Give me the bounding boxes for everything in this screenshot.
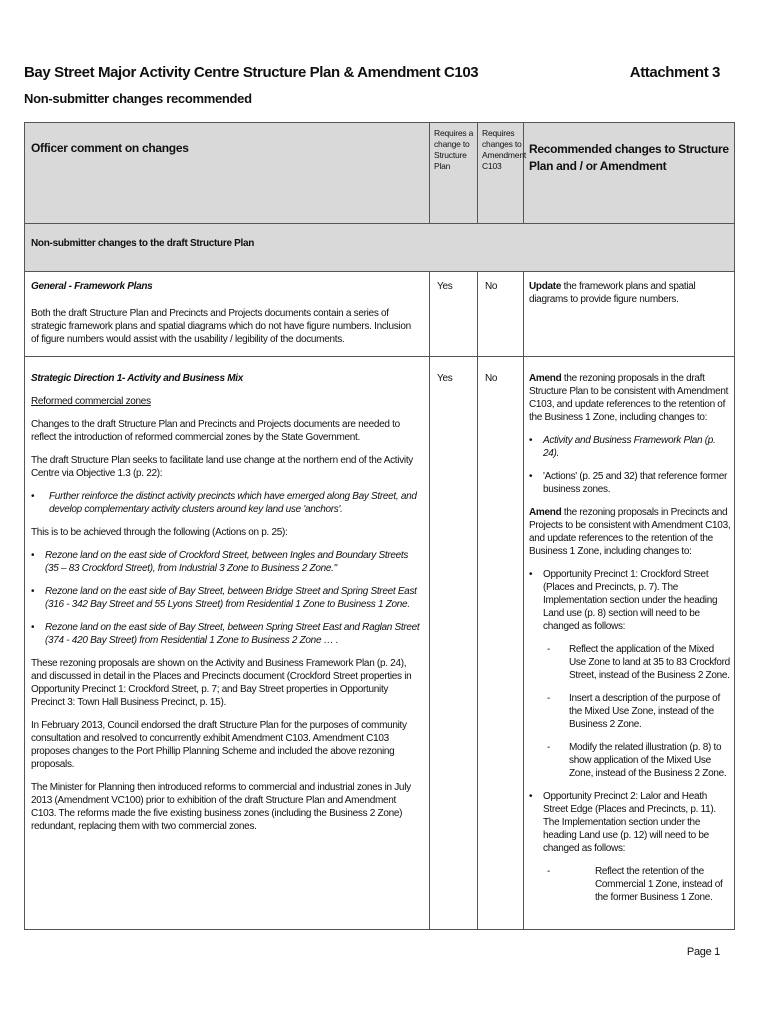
column-divider [477, 271, 478, 929]
recommendation-subitem: - Insert a description of the purpose of the Mixed Use Zone, instead of the Business 2 Zone. [529, 692, 731, 731]
recommendation-text: the framework plans and spatial diagrams to provide figure numbers. [529, 281, 696, 305]
divider [25, 223, 734, 224]
action-bullet: • Rezone land on the east side of Crockford Street, between Ingles and Boundary Streets (35 – 83 Crockford Street), from Industrial 3 Zone to Business 2 Zone." [31, 549, 423, 575]
row-heading: General - Framework Plans [31, 281, 153, 292]
recommendation-bullet: • Activity and Business Framework Plan (p. 24). [529, 434, 731, 460]
requires-plan-value: Yes [437, 281, 453, 292]
requires-amendment-value: No [485, 373, 498, 384]
action-bullet: • Rezone land on the east side of Bay Street, between Spring Street East and Raglan Street (374 - 420 Bay Street) from Residential 1 Zone to Business 2 Zone … . [31, 621, 423, 647]
recommendation-subitem: - Reflect the application of the Mixed Use Zone to land at 35 to 83 Crockford Street, instead of the Business 2 Zone. [529, 643, 731, 682]
column-header-requires-amendment-change: Requires changes to Amendment C103 [482, 128, 527, 171]
column-divider [477, 123, 478, 223]
row-paragraph: This is to be achieved through the following (Actions on p. 25): [31, 527, 288, 538]
row-recommendation [529, 280, 731, 306]
column-divider [429, 123, 430, 223]
recommendation-text: the rezoning proposals in Precincts and Projects to be consistent with Amendment C103, and update references to the retention of the Business 1 Zone, including changes to: [529, 507, 731, 557]
divider [25, 271, 734, 272]
recommendation-verb: Update [529, 281, 562, 292]
column-divider [523, 271, 524, 929]
requires-amendment-value: No [485, 281, 498, 292]
row-paragraph: Both the draft Structure Plan and Precincts and Projects documents contain a series of strategic framework plans and spatial diagrams which do not have figure numbers. Inclusion of figure numbers would assist with the usability / legibility of the documents. [31, 308, 411, 345]
recommendation-verb: Amend [529, 373, 562, 384]
recommendation-bullet: • Opportunity Precinct 2: Lalor and Heath Street Edge (Places and Precincts, p. 11). The Implementation section under the heading Land use (p. 12) will need to be changed as follows: [529, 790, 731, 855]
document-title: Bay Street Major Activity Centre Structure Plan & Amendment C103 [24, 64, 479, 81]
column-divider [429, 271, 430, 929]
row-heading: Strategic Direction 1- Activity and Business Mix [31, 373, 243, 384]
changes-table [24, 122, 735, 930]
document-subtitle: Non-submitter changes recommended [24, 91, 252, 106]
recommendation-subitem: - Modify the related illustration (p. 8) to show application of the Mixed Use Zone, instead of the Business 2 Zone. [529, 741, 731, 780]
row-paragraph: These rezoning proposals are shown on the Activity and Business Framework Plan (p. 24), and discussed in detail in the Places and Precincts document (Crockford Street properties in Opportunity Precinct 1: Crockford Street, p. 7; and Bay Street properties in Opportunity Precinct 3: Town Hall Business Precinct, p. 15). [31, 658, 412, 708]
page-number: Page 1 [686, 946, 720, 958]
column-header-recommended: Recommended changes to Structure Plan and / or Amendment [529, 142, 729, 173]
recommendation-subitem: - Reflect the retention of the Commercial 1 Zone, instead of the former Business 1 Zone. [529, 865, 731, 904]
column-header-comment: Officer comment on changes [31, 141, 189, 155]
divider [25, 356, 734, 357]
row-comment [31, 372, 423, 833]
column-header-requires-plan-change: Requires a change to Structure Plan [434, 128, 474, 171]
row-subheading: Reformed commercial zones [31, 396, 151, 407]
recommendation-bullet: • Opportunity Precinct 1: Crockford Street (Places and Precincts, p. 7). The Implementation section under the heading Land use (p. 8) section will need to be changed as follows: [529, 568, 731, 633]
row-paragraph: In February 2013, Council endorsed the draft Structure Plan for the purposes of community consultation and resolved to concurrently exhibit Amendment C103. Amendment C103 proposes changes to the Port Phillip Planning Scheme and included the above rezoning proposals. [31, 720, 407, 770]
recommendation-bullet: • 'Actions' (p. 25 and 32) that reference former business zones. [529, 470, 731, 496]
row-paragraph: The Minister for Planning then introduced reforms to commercial and industrial zones in July 2013 (Amendment VC100) prior to exhibition of the draft Structure Plan and Amendment C103. The reforms made the five existing business zones (including the Business 2 Zone) redundant, replacing them with two commercial zones. [31, 782, 411, 832]
recommendation-verb: Amend [529, 507, 562, 518]
requires-plan-value: Yes [437, 373, 453, 384]
section-heading: Non-submitter changes to the draft Structure Plan [31, 238, 255, 249]
row-comment [31, 280, 421, 346]
recommendation-text: the rezoning proposals in the draft Structure Plan to be consistent with Amendment C103, and update references to the retention of the Business 1 Zone, including changes to: [529, 373, 729, 423]
row-recommendation [529, 372, 731, 904]
attachment-label: Attachment 3 [629, 64, 720, 81]
row-paragraph: The draft Structure Plan seeks to facilitate land use change at the northern end of the Activity Centre via Objective 1.3 (p. 22): [31, 455, 413, 479]
objective-bullet: • Further reinforce the distinct activity precincts which have emerged along Bay Street, and develop complementary activity clusters around key land use 'anchors'. [31, 490, 423, 516]
row-paragraph: Changes to the draft Structure Plan and Precincts and Projects documents are needed to reflect the introduction of reformed commercial zones by the State Government. [31, 419, 400, 443]
action-bullet: • Rezone land on the east side of Bay Street, between Bridge Street and Spring Street East (316 - 342 Bay Street and 55 Lyons Street) from Residential 1 Zone to Business 1 Zone. [31, 585, 423, 611]
